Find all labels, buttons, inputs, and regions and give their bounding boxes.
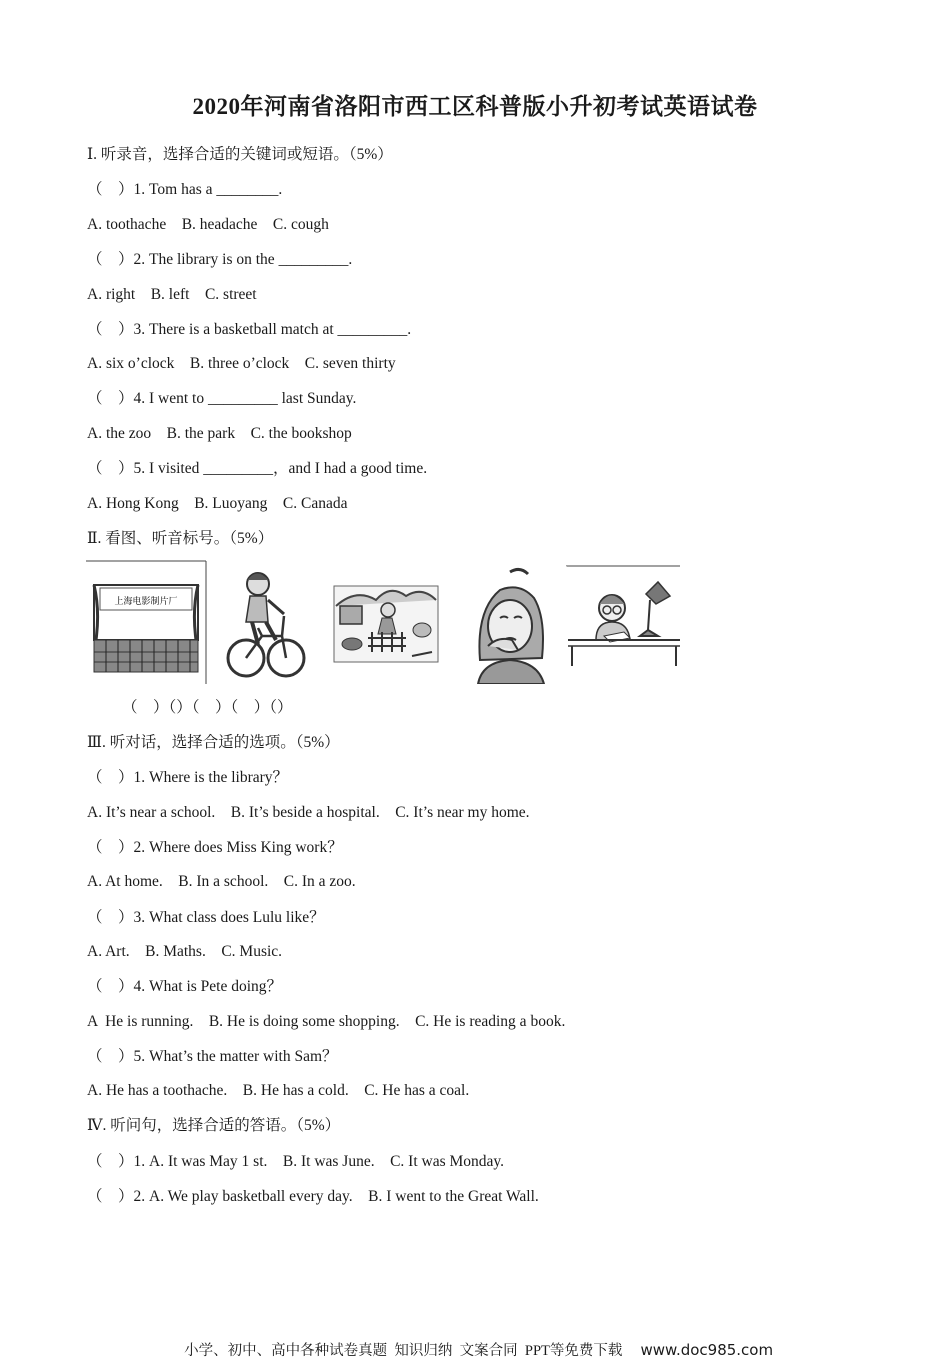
options-line: A. toothache B. headache C. cough <box>87 216 329 233</box>
boy-riding-bike-picture <box>226 560 306 684</box>
section-1-heading: Ⅰ. 听录音，选择合适的关键词或短语。（5%） <box>87 146 393 163</box>
question-line: （ ）1. A. It was May 1 st. B. It was June. C. It was Monday. <box>87 1153 505 1170</box>
girl-toothache-picture <box>470 560 550 684</box>
options-line: A. six o’clock B. three o’clock C. seven thirty <box>87 355 396 372</box>
cinema-sign-text: 上海电影制片厂 <box>114 597 178 607</box>
question-line: （ ）1. Tom has a ________. <box>87 181 283 198</box>
footer-site-link[interactable]: www.doc985.com <box>640 1341 774 1359</box>
question-line: （ ）1. Where is the library？ <box>87 769 289 786</box>
picture-row <box>86 560 686 685</box>
options-line: A He is running. B. He is doing some shopping. C. He is reading a book. <box>87 1013 566 1030</box>
options-line: A. the zoo B. the park C. the bookshop <box>87 425 352 442</box>
section-4-heading: Ⅳ. 听问句，选择合适的答语。（5%） <box>87 1117 341 1134</box>
question-line: （ ）2. A. We play basketball every day. B. I went to the Great Wall. <box>87 1188 539 1205</box>
section-3-heading: Ⅲ. 听对话，选择合适的选项。（5%） <box>87 734 340 751</box>
question-line: （ ）2. The library is on the _________. <box>87 251 353 268</box>
question-line: （ ）3. There is a basketball match at _________. <box>87 321 412 338</box>
options-line: A. He has a toothache. B. He has a cold. C. He has a coal. <box>87 1082 470 1099</box>
question-line: （ ）5. I visited _________，and I had a good time. <box>87 460 428 477</box>
question-line: （ ）3. What class does Lulu like？ <box>87 909 325 926</box>
picture-answer-brackets: （ ）（）（ ）（ ）（） <box>122 699 293 716</box>
question-line: （ ）2. Where does Miss King work？ <box>87 839 343 856</box>
farm-picture <box>332 560 442 684</box>
options-line: A. Hong Kong B. Luoyang C. Canada <box>87 495 348 512</box>
options-line: A. right B. left C. street <box>87 286 257 303</box>
question-line: （ ）4. What is Pete doing？ <box>87 978 283 995</box>
boy-at-desk-picture <box>564 560 684 684</box>
options-line: A. Art. B. Maths. C. Music. <box>87 943 283 960</box>
section-2-heading: Ⅱ. 看图、听音标号。（5%） <box>87 530 274 547</box>
question-line: （ ）4. I went to _________ last Sunday. <box>87 390 357 407</box>
footer <box>0 1322 950 1360</box>
options-line: A. At home. B. In a school. C. In a zoo. <box>87 873 356 890</box>
options-line: A. It’s near a school. B. It’s beside a hospital. C. It’s near my home. <box>87 804 530 821</box>
cinema-picture <box>86 560 208 684</box>
footer-text: 小学、初中、高中各种试卷真题 知识归纳 文案合同 PPT等免费下载 <box>184 1343 623 1359</box>
question-line: （ ）5. What’s the matter with Sam？ <box>87 1048 338 1065</box>
page-title: 2020年河南省洛阳市西工区科普版小升初考试英语试卷 <box>192 94 758 119</box>
